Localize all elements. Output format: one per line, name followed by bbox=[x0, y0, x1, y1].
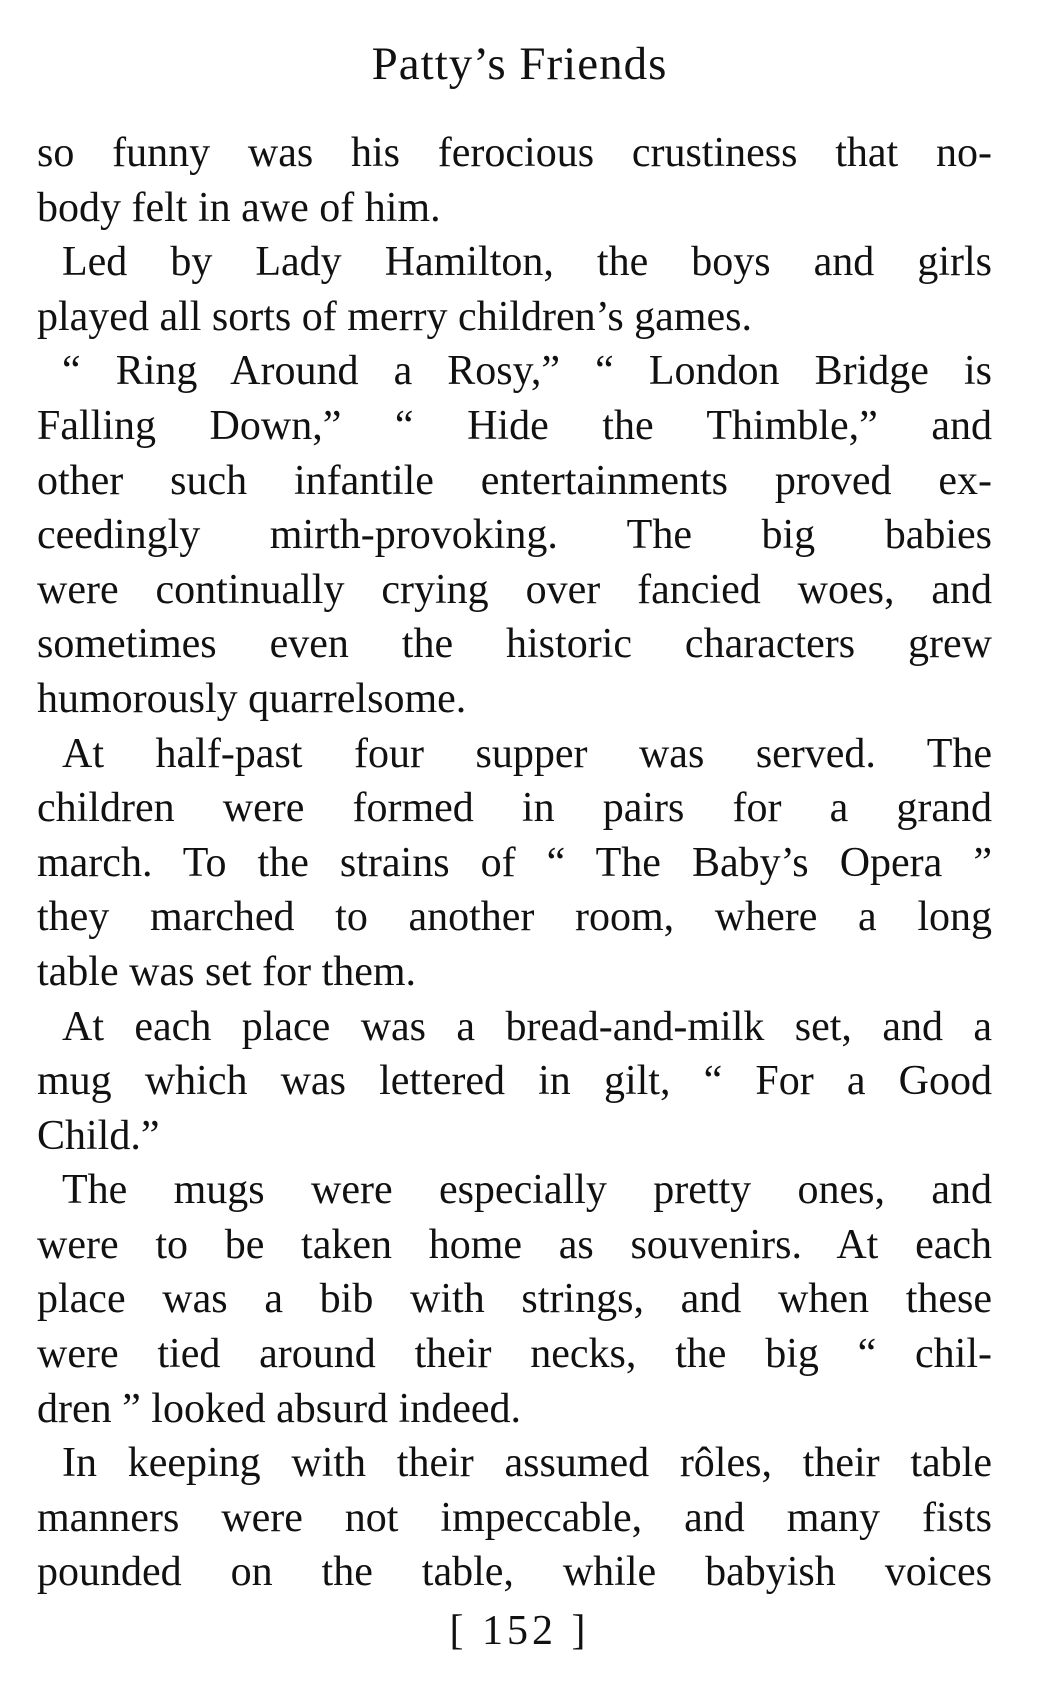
text-line: At half-past four supper was served. The bbox=[62, 730, 992, 777]
text-line: “ Ring Around a Rosy,” “ London Bridge is bbox=[62, 348, 992, 395]
text-line: place was a bib with strings, and when these bbox=[37, 1276, 992, 1323]
text-line: children were formed in pairs for a grand bbox=[37, 785, 992, 832]
text-line: At each place was a bread-and-milk set, and a bbox=[62, 1003, 992, 1050]
text-line: sometimes even the historic characters grew bbox=[37, 621, 992, 668]
text-line: manners were not impeccable, and many fists bbox=[37, 1494, 992, 1541]
text-line: dren ” looked absurd indeed. bbox=[37, 1385, 522, 1432]
text-line: ceedingly mirth-provoking. The big babies bbox=[37, 512, 992, 559]
text-line: Led by Lady Hamilton, the boys and girls bbox=[62, 239, 992, 286]
text-line: march. To the strains of “ The Baby’s Opera ” bbox=[37, 839, 992, 886]
text-line: mug which was lettered in gilt, “ For a Good bbox=[37, 1058, 992, 1105]
text-line: table was set for them. bbox=[37, 948, 417, 995]
text-line: Child.” bbox=[37, 1112, 160, 1159]
text-line: so funny was his ferocious crustiness that no- bbox=[37, 130, 992, 176]
text-line: humorously quarrelsome. bbox=[37, 675, 467, 722]
text-line: played all sorts of merry children’s games. bbox=[37, 293, 752, 340]
text-line: they marched to another room, where a long bbox=[37, 894, 992, 941]
text-line: pounded on the table, while babyish voices bbox=[37, 1549, 992, 1596]
running-head: Patty’s Friends bbox=[371, 38, 668, 90]
text-line: In keeping with their assumed rôles, their table bbox=[62, 1440, 992, 1487]
page-number: [ 152 ] bbox=[449, 1608, 590, 1654]
text-line: Falling Down,” “ Hide the Thimble,” and bbox=[37, 402, 992, 449]
text-line: were continually crying over fancied woes, and bbox=[37, 566, 992, 613]
text-line: The mugs were especially pretty ones, and bbox=[62, 1167, 992, 1214]
body-text bbox=[37, 126, 992, 1600]
text-line: were tied around their necks, the big “ chil- bbox=[37, 1331, 992, 1378]
text-line: other such infantile entertainments proved ex- bbox=[37, 457, 992, 504]
text-line: body felt in awe of him. bbox=[37, 184, 441, 231]
text-line: were to be taken home as souvenirs. At each bbox=[37, 1221, 992, 1268]
